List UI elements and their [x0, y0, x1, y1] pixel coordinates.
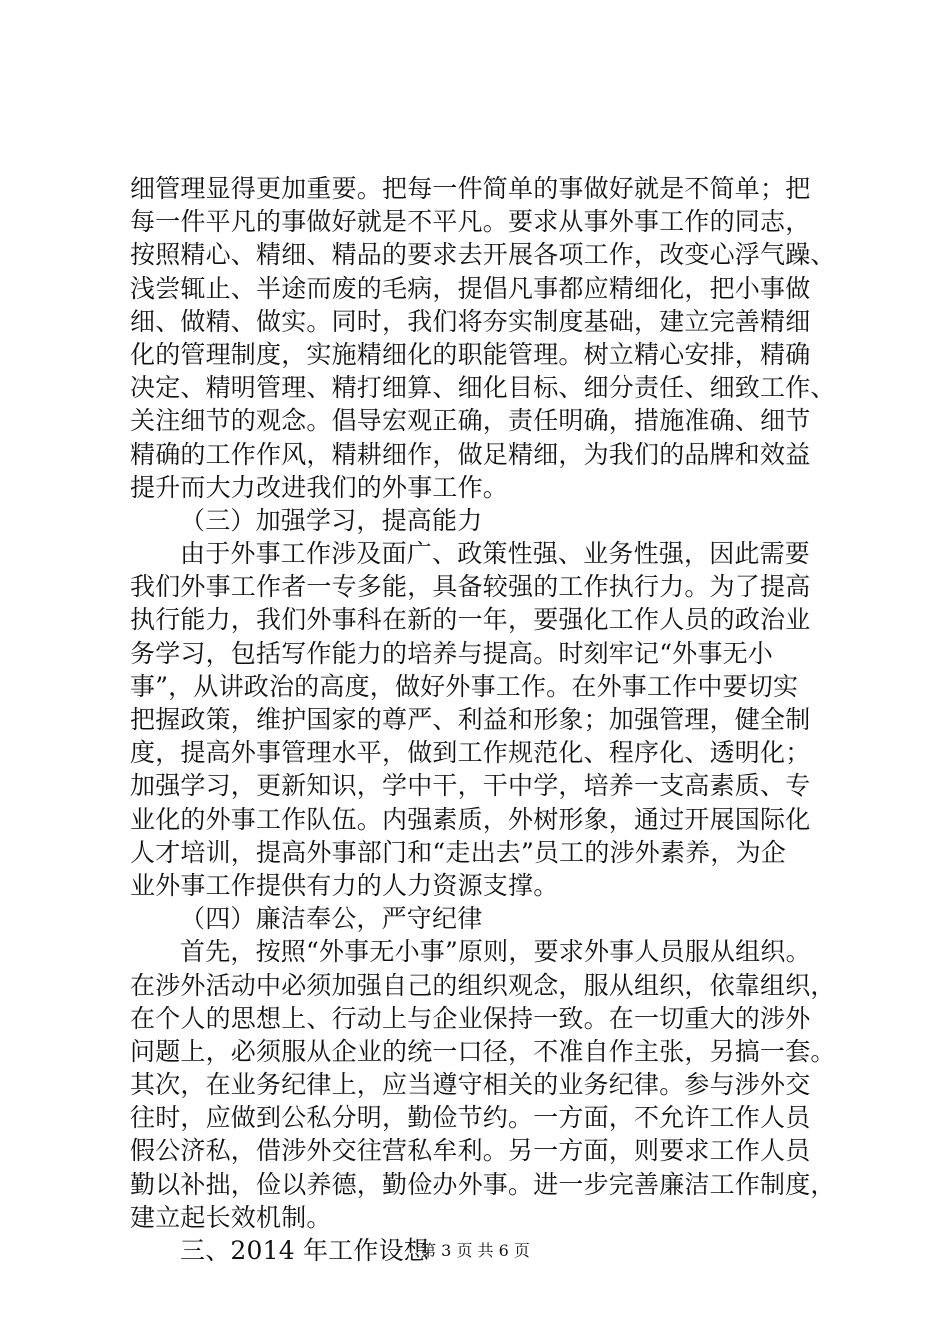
text-line: 度，提高外事管理水平，做到工作规范化、程序化、透明化； — [130, 738, 811, 768]
text-line: 首先，按照“外事无小事”原则，要求外事人员服从组织。 — [180, 937, 811, 967]
text-line: 由于外事工作涉及面广、政策性强、业务性强，因此需要 — [180, 539, 811, 569]
text-line: 人才培训，提高外事部门和“走出去”员工的涉外素养，为企 — [130, 837, 786, 867]
text-line: （四）廉洁奉公，严守纪律 — [180, 904, 483, 934]
text-line: 加强学习，更新知识，学中干，干中学，培养一支高素质、专 — [130, 771, 811, 801]
text-line: 执行能力，我们外事科在新的一年，要强化工作人员的政治业 — [130, 605, 811, 635]
document-body — [130, 172, 860, 1267]
text-line: 假公济私，借涉外交往营私牟利。另一方面，则要求工作人员 — [130, 1136, 811, 1166]
text-line: 精确的工作作风，精耕细作，做足精细，为我们的品牌和效益 — [130, 439, 811, 469]
text-line: 业外事工作提供有力的人力资源支撑。 — [130, 870, 559, 900]
text-line: 三、2014 年工作设想 — [180, 1236, 429, 1265]
text-line: （三）加强学习，提高能力 — [180, 505, 483, 535]
text-line: 细管理显得更加重要。把每一件简单的事做好就是不简单；把 — [130, 174, 811, 203]
text-line: 往时，应做到公私分明，勤俭节约。一方面，不允许工作人员 — [130, 1103, 811, 1133]
text-line: 业化的外事工作队伍。内强素质，外树形象，通过开展国际化 — [130, 804, 811, 834]
text-line: 按照精心、精细、精品的要求去开展各项工作，改变心浮气躁、 — [130, 240, 836, 270]
text-line: 事”，从讲政治的高度，做好外事工作。在外事工作中要切实 — [130, 671, 799, 701]
text-line: 决定、精明管理、精打细算、细化目标、细分责任、细致工作、 — [130, 373, 836, 403]
text-line: 把握政策，维护国家的尊严、利益和形象；加强管理，健全制 — [130, 705, 811, 734]
text-line: 在个人的思想上、行动上与企业保持一致。在一切重大的涉外 — [130, 1003, 811, 1033]
text-line: 问题上，必须服从企业的统一口径，不准自作主张，另搞一套。 — [130, 1036, 836, 1066]
text-line: 细、做精、做实。同时，我们将夯实制度基础，建立完善精细 — [130, 306, 811, 336]
text-line: 在涉外活动中必须加强自己的组织观念，服从组织，依靠组织， — [130, 970, 836, 1000]
text-line: 其次，在业务纪律上，应当遵守相关的业务纪律。参与涉外交 — [130, 1070, 811, 1100]
text-line: 我们外事工作者一专多能，具备较强的工作执行力。为了提高 — [130, 572, 811, 602]
text-line: 务学习，包括写作能力的培养与提高。时刻牢记“外事无小 — [130, 638, 773, 668]
text-line: 关注细节的观念。倡导宏观正确，责任明确，措施准确、细节 — [130, 406, 811, 436]
text-line: 化的管理制度，实施精细化的职能管理。树立精心安排，精确 — [130, 339, 811, 369]
text-line: 浅尝辄止、半途而废的毛病，提倡凡事都应精细化，把小事做 — [130, 273, 811, 303]
page-footer: 第 3 页 共 6 页 — [420, 1241, 530, 1260]
text-line: 勤以补拙，俭以养德，勤俭办外事。进一步完善廉洁工作制度， — [130, 1169, 836, 1199]
text-line: 提升而大力改进我们的外事工作。 — [130, 472, 509, 502]
text-line: 每一件平凡的事做好就是不平凡。要求从事外事工作的同志， — [130, 207, 811, 237]
text-line: 建立起长效机制。 — [130, 1202, 332, 1232]
